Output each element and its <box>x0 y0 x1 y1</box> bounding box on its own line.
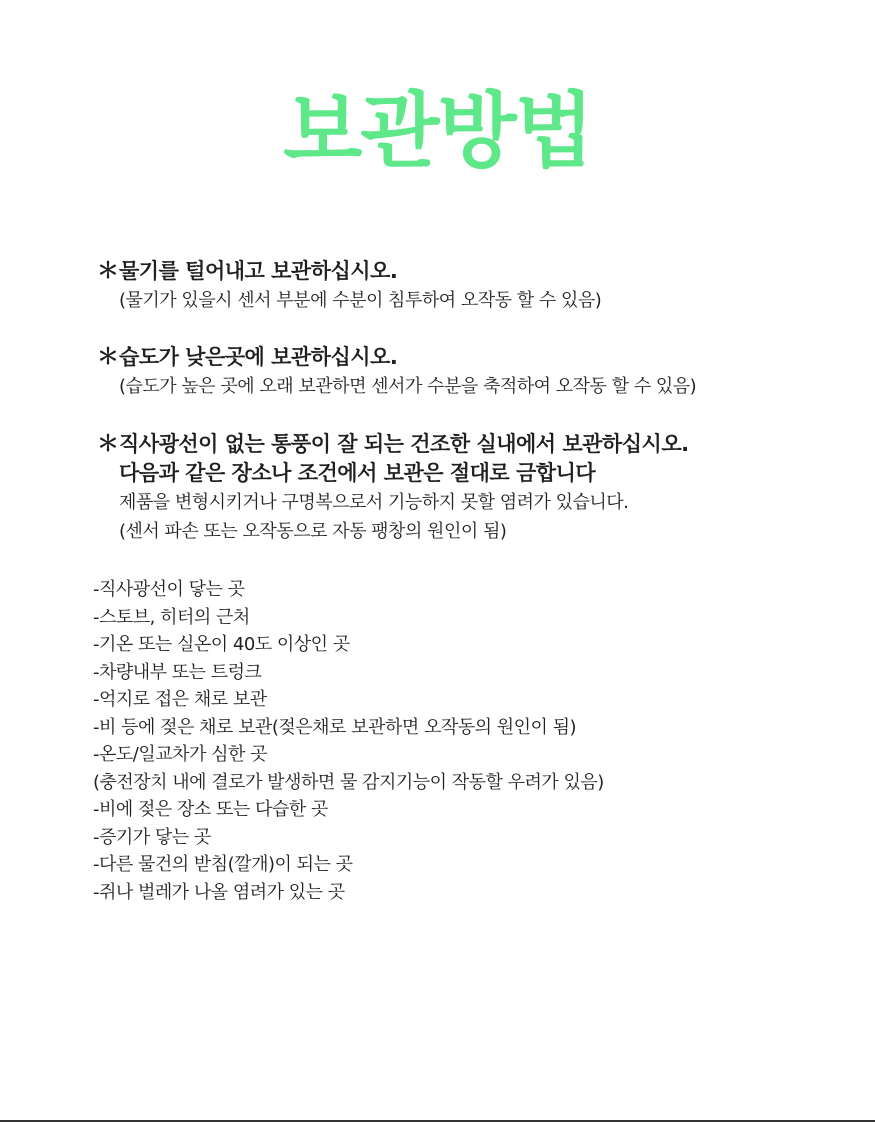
list-item: -기온 또는 실온이 40도 이상인 곳 <box>93 634 350 655</box>
list-item: -쥐나 벌레가 나올 염려가 있는 곳 <box>93 881 345 903</box>
list-item: -온도/일교차가 심한 곳 <box>93 744 267 765</box>
notice-water <box>97 257 857 315</box>
asterisk-icon: ＊ <box>97 345 119 370</box>
prohibited-locations-list <box>93 576 853 906</box>
notice-humidity <box>97 343 857 401</box>
notice-detail: (물기가 있을시 센서 부분에 수분이 침투하여 오작동 할 수 있음) <box>119 290 602 311</box>
notice-heading-text: 물기를 털어내고 보관하십시오. <box>119 259 398 283</box>
notice-heading <box>97 430 857 459</box>
page-title: 보관방법 <box>283 84 592 179</box>
asterisk-icon: ＊ <box>97 432 119 457</box>
list-item: -억지로 접은 채로 보관 <box>93 689 267 710</box>
notice-heading-text: 습도가 낮은곳에 보관하십시오. <box>119 345 398 369</box>
notice-sunlight <box>97 430 857 546</box>
notice-detail: (습도가 높은 곳에 오래 보관하면 센서가 수분을 축적하여 오작동 할 수 있음) <box>119 376 697 397</box>
notice-detail: 제품을 변형시키거나 구명복으로서 기능하지 못할 염려가 있습니다. <box>119 492 629 513</box>
list-item: -차량내부 또는 트렁크 <box>93 661 262 683</box>
list-item: -다른 물건의 받침(깔개)이 되는 곳 <box>93 854 353 875</box>
notice-heading-continued: 다음과 같은 장소나 조건에서 보관은 절대로 금합니다 <box>119 461 596 485</box>
list-item: -증기가 닿는 곳 <box>93 826 211 848</box>
list-item: -비 등에 젖은 채로 보관(젖은채로 보관하면 오작동의 원인이 됨) <box>93 716 577 738</box>
asterisk-icon: ＊ <box>97 259 119 284</box>
notice-heading <box>97 257 857 286</box>
list-item: -스토브, 히터의 근처 <box>93 606 250 628</box>
list-item: -비에 젖은 장소 또는 다습한 곳 <box>93 799 328 820</box>
list-item: (충전장치 내에 결로가 발생하면 물 감지기능이 작동할 우려가 있음) <box>93 771 604 793</box>
notice-detail: (센서 파손 또는 오작동으로 자동 팽창의 원인이 됨) <box>119 521 507 542</box>
list-item: -직사광선이 닿는 곳 <box>93 579 245 600</box>
notice-heading-text: 직사광선이 없는 통풍이 잘 되는 건조한 실내에서 보관하십시오. <box>119 432 689 456</box>
notice-heading <box>97 343 857 372</box>
